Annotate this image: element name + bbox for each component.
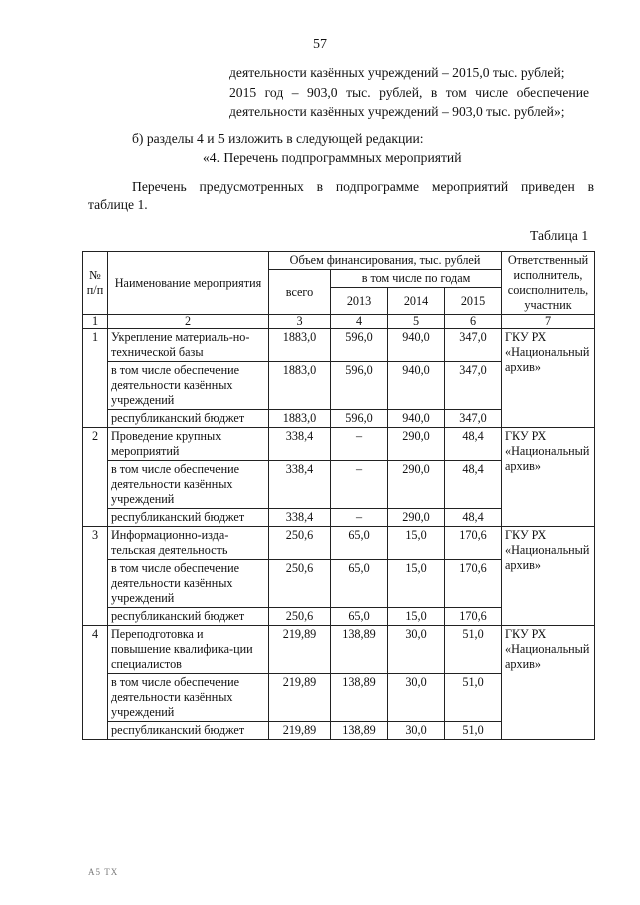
subrow-label: в том числе обеспечение деятельности казённых учреждений — [108, 362, 269, 410]
value-2014: 290,0 — [388, 461, 445, 509]
table-row — [83, 428, 595, 461]
page-number: 57 — [313, 37, 327, 52]
value-2015: 170,6 — [445, 560, 502, 608]
header-row-1 — [83, 252, 595, 270]
value-total: 219,89 — [269, 722, 331, 740]
column-number: 7 — [502, 315, 595, 329]
value-2014: 30,0 — [388, 626, 445, 674]
column-number: 1 — [83, 315, 108, 329]
responsible-executor: ГКУ РХ «Национальный архив» — [502, 329, 595, 428]
subrow-label: в том числе обеспечение деятельности казённых учреждений — [108, 674, 269, 722]
value-2013: 138,89 — [331, 626, 388, 674]
responsible-executor: ГКУ РХ «Национальный архив» — [502, 527, 595, 626]
header-responsible: Ответственный исполнитель, соисполнитель, участник — [502, 252, 595, 315]
table-row — [83, 626, 595, 674]
value-2015: 51,0 — [445, 626, 502, 674]
value-2013: 65,0 — [331, 527, 388, 560]
row-number: 1 — [83, 329, 108, 428]
row-number: 4 — [83, 626, 108, 740]
value-total: 1883,0 — [269, 362, 331, 410]
value-2014: 15,0 — [388, 527, 445, 560]
row-number: 2 — [83, 428, 108, 527]
subrow-label: республиканский бюджет — [108, 722, 269, 740]
value-total: 338,4 — [269, 461, 331, 509]
paragraph-line-2: таблице 1. — [88, 197, 148, 212]
value-2015: 170,6 — [445, 527, 502, 560]
header-total: всего — [269, 270, 331, 315]
value-2015: 347,0 — [445, 362, 502, 410]
value-2013: 138,89 — [331, 722, 388, 740]
value-2015: 48,4 — [445, 509, 502, 527]
value-total: 250,6 — [269, 560, 331, 608]
responsible-executor: ГКУ РХ «Национальный архив» — [502, 428, 595, 527]
item-b-text: б) разделы 4 и 5 изложить в следующей редакции: — [132, 131, 424, 146]
value-2015: 347,0 — [445, 329, 502, 362]
value-2014: 940,0 — [388, 362, 445, 410]
value-2013: 596,0 — [331, 329, 388, 362]
value-total: 250,6 — [269, 608, 331, 626]
subrow-label: республиканский бюджет — [108, 608, 269, 626]
subrow-label: республиканский бюджет — [108, 509, 269, 527]
intro-line-2: 2015 год – 903,0 тыс. рублей, в том числе обеспечение — [229, 85, 589, 100]
value-total: 338,4 — [269, 428, 331, 461]
measure-name: Переподготовка и повышение квалифика-ции специалистов — [108, 626, 269, 674]
column-number: 2 — [108, 315, 269, 329]
header-funding: Объем финансирования, тыс. рублей — [269, 252, 502, 270]
value-2014: 15,0 — [388, 608, 445, 626]
value-total: 1883,0 — [269, 410, 331, 428]
footer-stamp: А5 ТХ — [88, 867, 119, 877]
value-2014: 940,0 — [388, 329, 445, 362]
value-2014: 15,0 — [388, 560, 445, 608]
value-total: 1883,0 — [269, 329, 331, 362]
subrow-label: в том числе обеспечение деятельности казённых учреждений — [108, 461, 269, 509]
value-total: 338,4 — [269, 509, 331, 527]
column-number: 3 — [269, 315, 331, 329]
subrow-label: республиканский бюджет — [108, 410, 269, 428]
table-caption: Таблица 1 — [530, 228, 589, 243]
value-2015: 347,0 — [445, 410, 502, 428]
value-2013: 65,0 — [331, 560, 388, 608]
value-2015: 48,4 — [445, 428, 502, 461]
value-2015: 51,0 — [445, 722, 502, 740]
column-number: 5 — [388, 315, 445, 329]
paragraph-line-1: Перечень предусмотренных в подпрограмме мероприятий приведен в — [132, 179, 594, 194]
value-total: 250,6 — [269, 527, 331, 560]
measure-name: Укрепление материаль-но-технической базы — [108, 329, 269, 362]
header-num: № п/п — [83, 252, 108, 315]
column-number-row — [83, 315, 595, 329]
measure-name: Проведение крупных мероприятий — [108, 428, 269, 461]
value-2013: 65,0 — [331, 608, 388, 626]
value-2013: 596,0 — [331, 362, 388, 410]
header-2015: 2015 — [445, 288, 502, 315]
value-2014: 30,0 — [388, 674, 445, 722]
value-2015: 51,0 — [445, 674, 502, 722]
value-total: 219,89 — [269, 626, 331, 674]
section-heading: «4. Перечень подпрограммных мероприятий — [203, 150, 462, 165]
intro-line-1: деятельности казённых учреждений – 2015,0 тыс. рублей; — [229, 65, 565, 80]
value-2014: 30,0 — [388, 722, 445, 740]
column-number: 4 — [331, 315, 388, 329]
value-2013: – — [331, 428, 388, 461]
value-2014: 940,0 — [388, 410, 445, 428]
row-number: 3 — [83, 527, 108, 626]
value-2013: – — [331, 509, 388, 527]
column-number: 6 — [445, 315, 502, 329]
value-2013: – — [331, 461, 388, 509]
header-by-years: в том числе по годам — [331, 270, 502, 288]
table-row — [83, 329, 595, 362]
subrow-label: в том числе обеспечение деятельности казённых учреждений — [108, 560, 269, 608]
responsible-executor: ГКУ РХ «Национальный архив» — [502, 626, 595, 740]
value-2013: 596,0 — [331, 410, 388, 428]
value-total: 219,89 — [269, 674, 331, 722]
value-2013: 138,89 — [331, 674, 388, 722]
header-name: Наименование мероприятия — [108, 252, 269, 315]
header-2014: 2014 — [388, 288, 445, 315]
value-2014: 290,0 — [388, 428, 445, 461]
value-2014: 290,0 — [388, 509, 445, 527]
value-2015: 170,6 — [445, 608, 502, 626]
header-2013: 2013 — [331, 288, 388, 315]
measures-table — [82, 251, 595, 740]
intro-line-3: деятельности казённых учреждений – 903,0 тыс. рублей»; — [229, 104, 565, 119]
value-2015: 48,4 — [445, 461, 502, 509]
table-row — [83, 527, 595, 560]
measure-name: Информационно-изда-тельская деятельность — [108, 527, 269, 560]
